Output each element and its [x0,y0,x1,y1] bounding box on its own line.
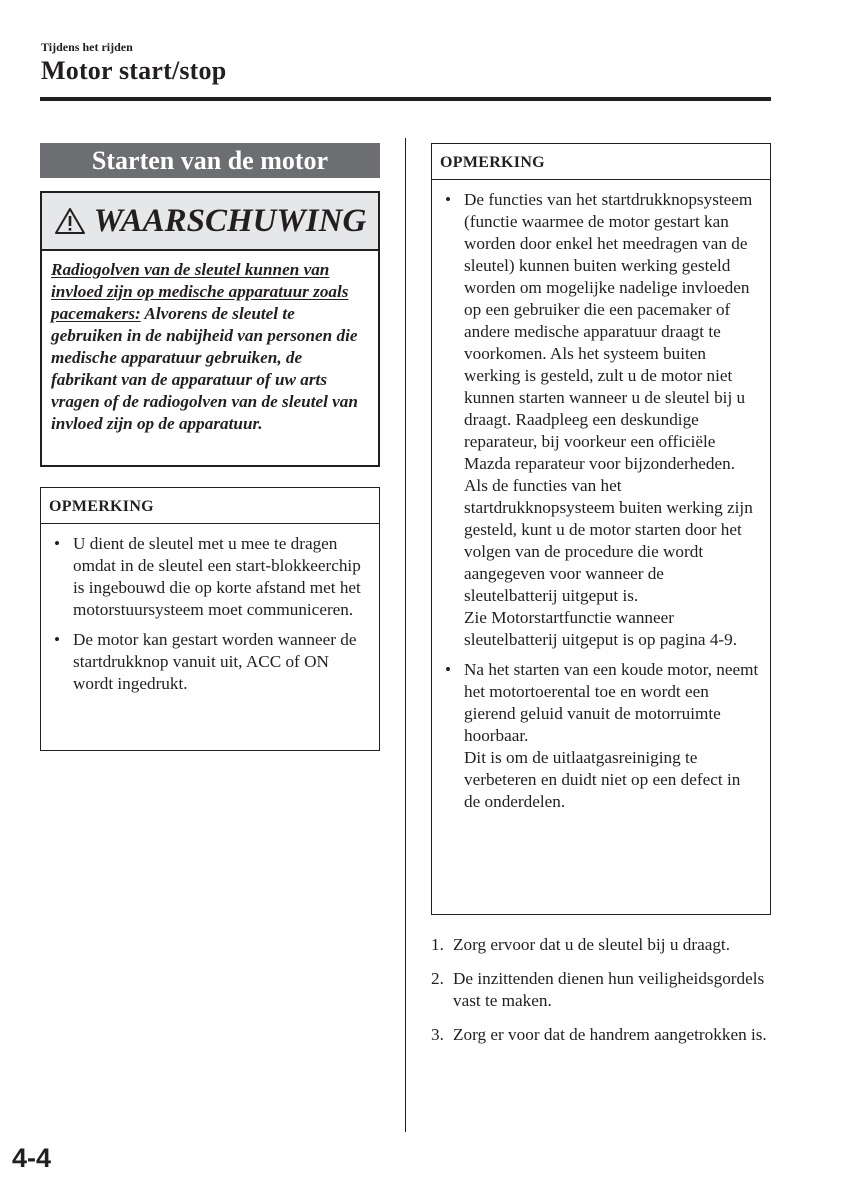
step-text: Zorg ervoor dat u de sleutel bij u draagt. [453,935,730,954]
warning-box [40,191,380,467]
procedure-step [431,934,771,956]
column-divider [405,138,406,1132]
note-text: Na het starten van een koude motor, neemt het motortoerental toe en wordt een gierend geluid vanuit de motorruimte hoorbaar. [464,660,759,745]
warning-header [42,193,378,251]
note-box-right [431,143,771,915]
note-text: U dient de sleutel met u mee te dragen omdat in de sleutel een start-blokkeerchip is ingebouwd die op korte afstand met het motorstuursysteem moet communiceren. [73,534,361,619]
warning-title: WAARSCHUWING [93,202,367,239]
list-item [441,659,760,813]
list-item [50,533,369,621]
warning-triangle-icon [54,207,86,235]
bullet-icon: • [54,534,61,553]
note-text: De motor kan gestart worden wanneer de startdrukknop vanuit uit, ACC of ON wordt ingedrukt. [73,630,357,693]
note-heading: OPMERKING [41,488,379,524]
list-item [50,629,369,695]
list-item [441,189,760,651]
warning-body-text: Alvorens de sleutel te gebruiken in de nabijheid van personen die medische apparatuur gebruiken, de fabrikant van de apparatuur of uw arts vragen of de radiogolven van de sleutel van invloed zijn op de apparatuur. [51,304,358,433]
note-reference: Zie Motorstartfunctie wanneer sleutelbatterij uitgeput is op pagina 4-9. [464,608,738,649]
note-text: De functies van het startdrukknopsysteem (functie waarmee de motor gestart kan worden door enkel het meedragen van de sleutel) kunnen buiten werking gesteld worden om mogelijke nadelige invloeden op een gebruiker die een pacemaker of andere medische apparatuur draagt te voorkomen. Als het systeem buiten werking is gesteld, zult u de motor niet kunnen starten wanneer u de sleutel bij u draagt. Raadpleeg een deskundige reparateur, bij voorkeur een officiële Mazda reparateur voor bijzonderheden. Als de functies van het startdrukknopsysteem buiten werking zijn gesteld, kunt u de motor starten door het volgen van de procedure die wordt aangegeven voor wanneer de sleutelbatterij uitgeput is. [464,190,753,605]
step-number: 1. [431,935,444,954]
note-explanation: Dit is om de uitlaatgasreiniging te verbeteren en duidt niet op een defect in de onderdelen. [464,748,741,811]
step-number: 2. [431,969,444,988]
bullet-icon: • [445,660,452,679]
section-heading: Starten van de motor [40,143,380,178]
page-title: Motor start/stop [41,56,227,85]
breadcrumb: Tijdens het rijden [41,40,133,54]
bullet-icon: • [445,190,452,209]
warning-text [42,251,378,435]
note-list [432,180,770,813]
step-number: 3. [431,1025,444,1044]
title-rule [40,97,771,101]
bullet-icon: • [54,630,61,649]
note-box-left [40,487,380,751]
procedure-steps [431,934,771,1058]
warning-underlined-text: Radiogolven van de sleutel kunnen van invloed zijn op medische apparatuur zoals pacemakers: [51,260,349,323]
note-list [41,524,379,695]
step-text: Zorg er voor dat de handrem aangetrokken is. [453,1025,767,1044]
step-text: De inzittenden dienen hun veiligheidsgordels vast te maken. [453,969,765,1010]
procedure-step [431,968,771,1012]
note-heading: OPMERKING [432,144,770,180]
procedure-step [431,1024,771,1046]
page-number: 4-4 [12,1143,52,1173]
